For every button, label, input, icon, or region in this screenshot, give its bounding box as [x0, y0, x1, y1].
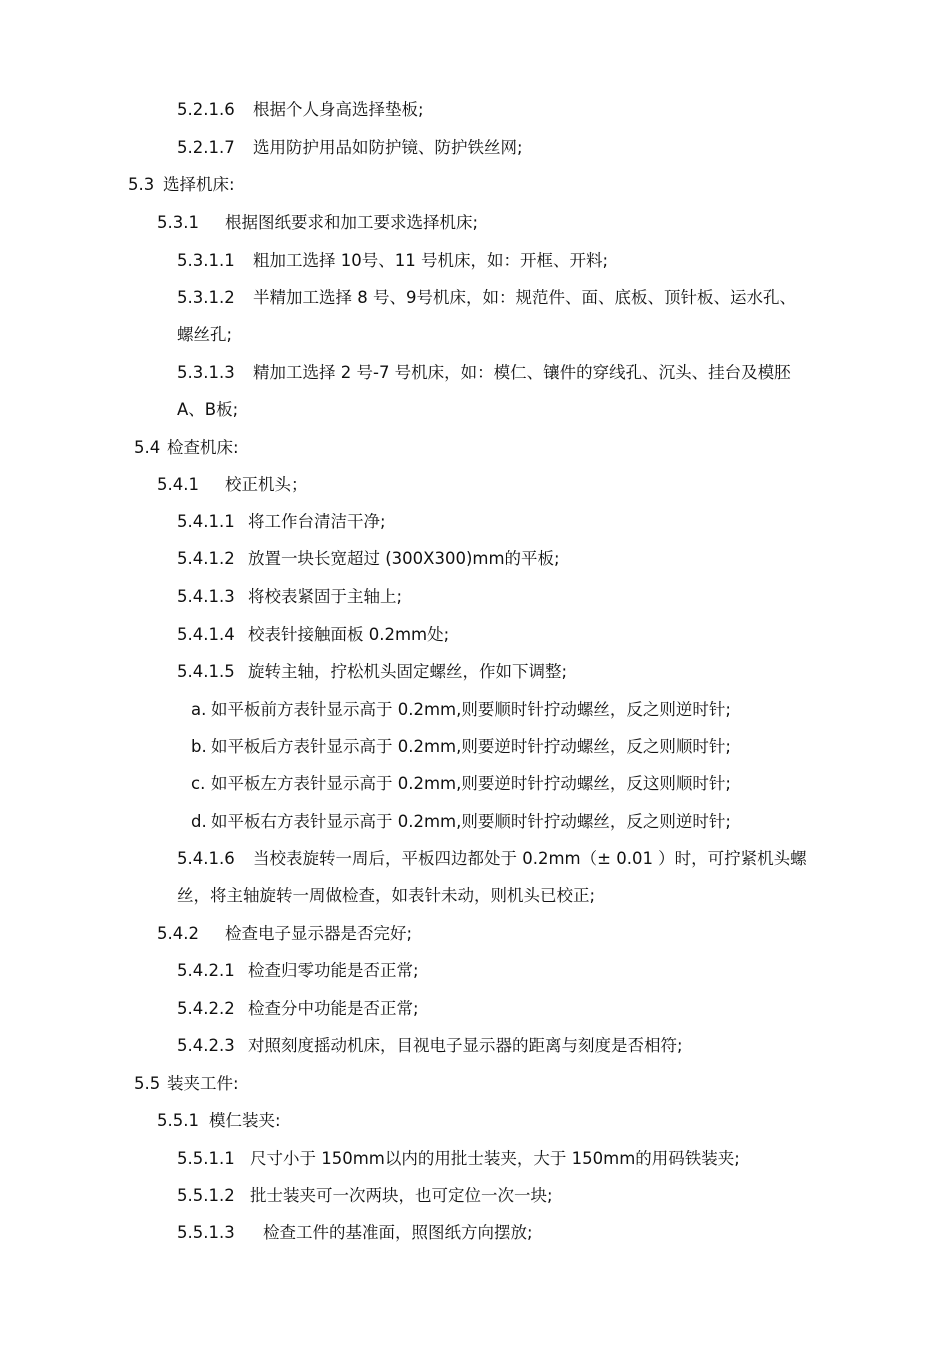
section-text: 半精加工选择 8 号、9号机床，如：规范件、面、底板、顶针板、运水孔、: [253, 288, 796, 307]
section-heading: 检查机床:: [167, 438, 239, 457]
section-5-3-1-1: [177, 250, 608, 272]
section-text: 检查电子显示器是否完好;: [225, 924, 413, 943]
list-marker: b.: [191, 737, 207, 756]
section-5-3-1-2: [177, 287, 796, 309]
list-marker: d.: [191, 812, 207, 831]
section-number: 5.4.2: [157, 924, 199, 943]
section-5-2-1-7: [177, 137, 523, 159]
section-5-4-2-2: [177, 998, 419, 1020]
section-heading: 装夹工件:: [167, 1074, 239, 1093]
section-text: 丝，将主轴旋转一周做检查，如表针未动，则机头已校正;: [177, 886, 596, 905]
section-text: 选用防护用品如防护镜、防护铁丝网;: [253, 138, 523, 157]
list-item-a: [191, 699, 731, 721]
section-5-4-1-1: [177, 511, 386, 533]
section-text: 根据图纸要求和加工要求选择机床;: [225, 213, 479, 232]
section-5-3-1-3-cont: [177, 399, 238, 421]
section-text: 检查归零功能是否正常;: [248, 961, 419, 980]
section-number: 5.4.2.1: [177, 961, 235, 980]
section-text: 放置一块长宽超过 (300X300)mm的平板;: [248, 549, 560, 568]
section-5-4-1-6-cont: [177, 885, 595, 907]
section-5-5-1: [157, 1110, 281, 1132]
section-number: 5.3.1.2: [177, 288, 235, 307]
section-text: 根据个人身高选择垫板;: [253, 100, 424, 119]
section-heading: 选择机床:: [163, 175, 235, 194]
list-marker: c.: [191, 774, 206, 793]
section-number: 5.5.1.2: [177, 1186, 235, 1205]
section-number: 5.4.1.1: [177, 512, 235, 531]
section-number: 5.3.1.3: [177, 363, 235, 382]
section-5-5-1-3: [177, 1222, 533, 1244]
section-5-4-2-1: [177, 960, 419, 982]
section-number: 5.3.1.1: [177, 251, 235, 270]
section-5-4-1-6: [177, 848, 807, 870]
section-5-3: [128, 174, 235, 196]
section-number: 5.3: [128, 175, 155, 194]
section-text: 尺寸小于 150mm以内的用批士装夹，大于 150mm的用码铁装夹;: [250, 1149, 740, 1168]
section-5-5-1-2: [177, 1185, 553, 1207]
section-text: A、B板;: [177, 400, 239, 419]
list-text: 如平板左方表针显示高于 0.2mm,则要逆时针拧动螺丝，反这则顺时针;: [211, 774, 731, 793]
section-5-3-1: [157, 212, 478, 234]
section-5-4-1-5: [177, 661, 567, 683]
list-text: 如平板前方表针显示高于 0.2mm,则要顺时针拧动螺丝，反之则逆时针;: [211, 700, 731, 719]
section-text: 旋转主轴，拧松机头固定螺丝，作如下调整;: [248, 662, 568, 681]
list-marker: a.: [191, 700, 207, 719]
section-text: 对照刻度摇动机床，目视电子显示器的距离与刻度是否相符;: [248, 1036, 683, 1055]
section-5-4-1: [157, 474, 308, 496]
section-text: 校正机头；: [225, 475, 308, 494]
section-5-4-1-3: [177, 586, 402, 608]
section-5-3-1-3: [177, 362, 791, 384]
section-5-4-2-3: [177, 1035, 683, 1057]
section-number: 5.5.1: [157, 1111, 199, 1130]
section-text: 将校表紧固于主轴上;: [248, 587, 403, 606]
section-number: 5.4.1.6: [177, 849, 235, 868]
section-number: 5.2.1.6: [177, 100, 235, 119]
section-number: 5.4: [134, 438, 161, 457]
section-5-4: [134, 437, 239, 459]
section-text: 粗加工选择 10号、11 号机床，如：开框、开料;: [253, 251, 609, 270]
section-5-3-1-2-cont: [177, 324, 232, 346]
section-number: 5.5: [134, 1074, 161, 1093]
section-number: 5.3.1: [157, 213, 199, 232]
list-item-d: [191, 811, 731, 833]
list-text: 如平板右方表针显示高于 0.2mm,则要顺时针拧动螺丝，反之则逆时针;: [211, 812, 731, 831]
section-number: 5.4.1: [157, 475, 199, 494]
section-text: 模仁装夹:: [209, 1111, 281, 1130]
section-number: 5.5.1.3: [177, 1223, 235, 1242]
list-text: 如平板后方表针显示高于 0.2mm,则要逆时针拧动螺丝，反之则顺时针;: [211, 737, 731, 756]
section-number: 5.2.1.7: [177, 138, 235, 157]
section-number: 5.4.2.2: [177, 999, 235, 1018]
section-5-4-1-2: [177, 548, 560, 570]
section-text: 将工作台清洁干净;: [248, 512, 386, 531]
section-5-5: [134, 1073, 239, 1095]
list-item-c: [191, 773, 731, 795]
section-5-4-2: [157, 923, 412, 945]
section-number: 5.5.1.1: [177, 1149, 235, 1168]
section-text: 精加工选择 2 号-7 号机床，如：模仁、镶件的穿线孔、沉头、挂台及模胚: [253, 363, 791, 382]
section-number: 5.4.1.3: [177, 587, 235, 606]
section-5-5-1-1: [177, 1148, 740, 1170]
section-number: 5.4.1.2: [177, 549, 235, 568]
section-text: 检查分中功能是否正常;: [248, 999, 419, 1018]
section-number: 5.4.2.3: [177, 1036, 235, 1055]
list-item-b: [191, 736, 731, 758]
section-text: 检查工件的基准面，照图纸方向摆放;: [263, 1223, 533, 1242]
section-number: 5.4.1.4: [177, 625, 235, 644]
section-text: 螺丝孔;: [177, 325, 233, 344]
section-text: 当校表旋转一周后，平板四边都处于 0.2mm（± 0.01 ）时，可拧紧机头螺: [253, 849, 807, 868]
section-5-2-1-6: [177, 99, 424, 121]
section-text: 批士装夹可一次两块，也可定位一次一块;: [250, 1186, 553, 1205]
section-5-4-1-4: [177, 624, 449, 646]
section-text: 校表针接触面板 0.2mm处;: [248, 625, 450, 644]
section-number: 5.4.1.5: [177, 662, 235, 681]
